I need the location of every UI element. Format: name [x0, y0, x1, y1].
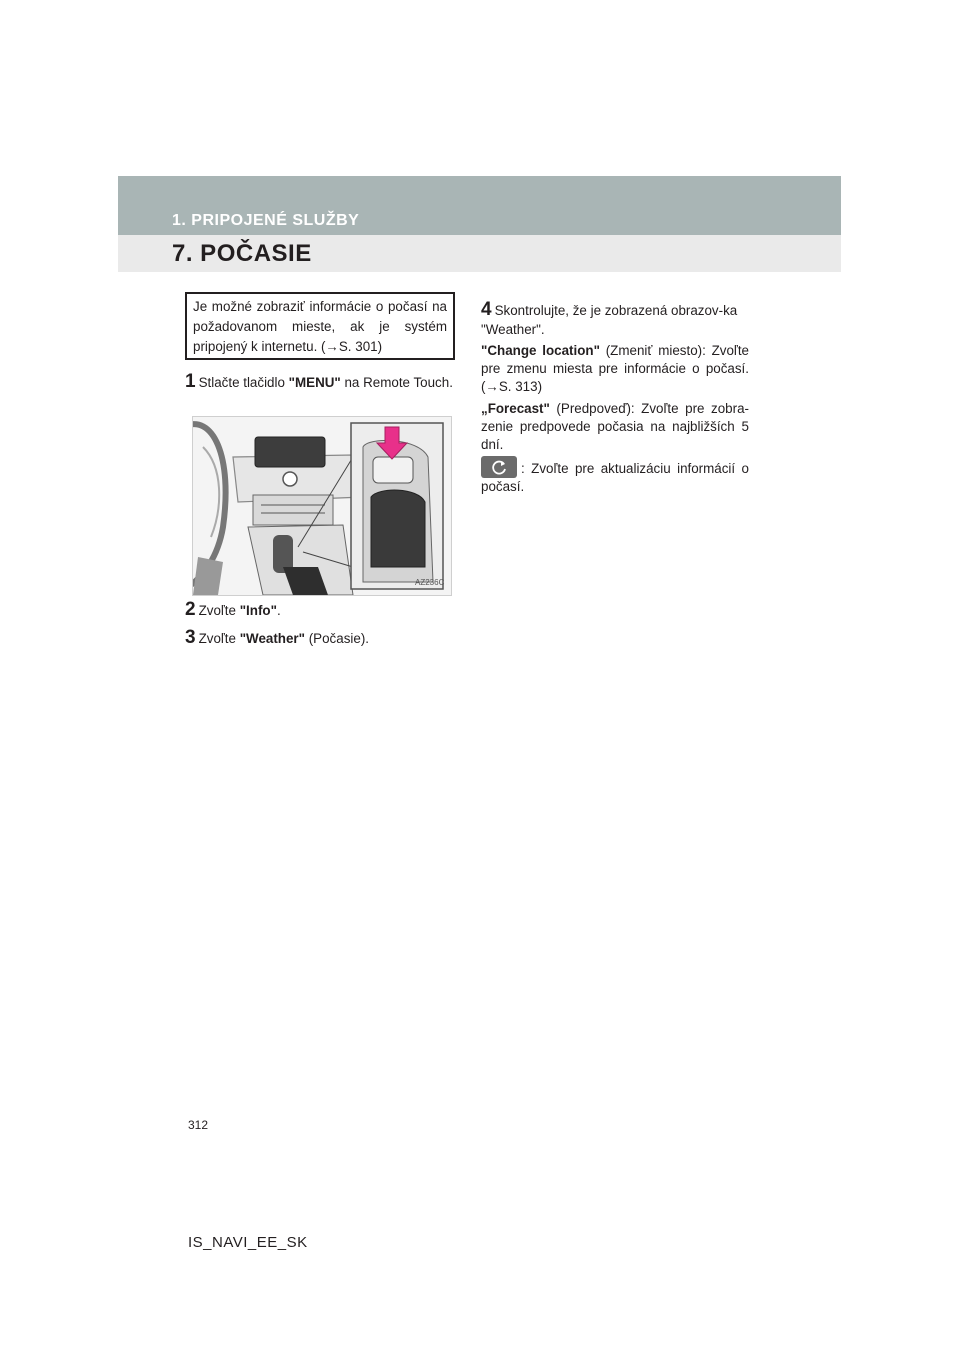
step-number: 3 — [185, 627, 196, 648]
figure-code: AZ236C — [415, 578, 445, 587]
step-number: 2 — [185, 599, 196, 620]
intro-note: Je možné zobraziť informácie o počasí na požadovanom mieste, ak je systém pripojený k internetu. (→S. 301) — [185, 292, 455, 360]
section-label: 1. PRIPOJENÉ SLUŽBY — [172, 212, 360, 229]
option-forecast: „Forecast" (Predpoveď): Zvoľte pre zobra-zenie predpovede počasia na najbližších 5 dní. — [481, 401, 749, 452]
step-3: 3 Zvoľte "Weather" (Počasie). — [185, 627, 369, 648]
step-number: 1 — [185, 371, 196, 392]
remote-touch-illustration — [192, 416, 452, 596]
step-number: 4 — [481, 299, 492, 320]
page-title: 7. POČASIE — [172, 240, 312, 267]
step-4: 4 Skontrolujte, že je zobrazená obrazov-ka "Weather". — [481, 299, 738, 337]
option-refresh: : Zvoľte pre aktualizáciu informácií o počasí. — [481, 461, 749, 494]
step-2: 2 Zvoľte "Info". — [185, 599, 281, 620]
step-1: 1 Stlačte tlačidlo "MENU" na Remote Touch. — [185, 371, 453, 392]
option-change-location: "Change location" (Zmeniť miesto): Zvoľte pre zmenu miesta pre informácie o počasí. (→S. 313) — [481, 343, 750, 394]
document-code: IS_NAVI_EE_SK — [188, 1234, 308, 1251]
car-interior-drawing — [193, 417, 451, 595]
page-number: 312 — [188, 1118, 209, 1132]
